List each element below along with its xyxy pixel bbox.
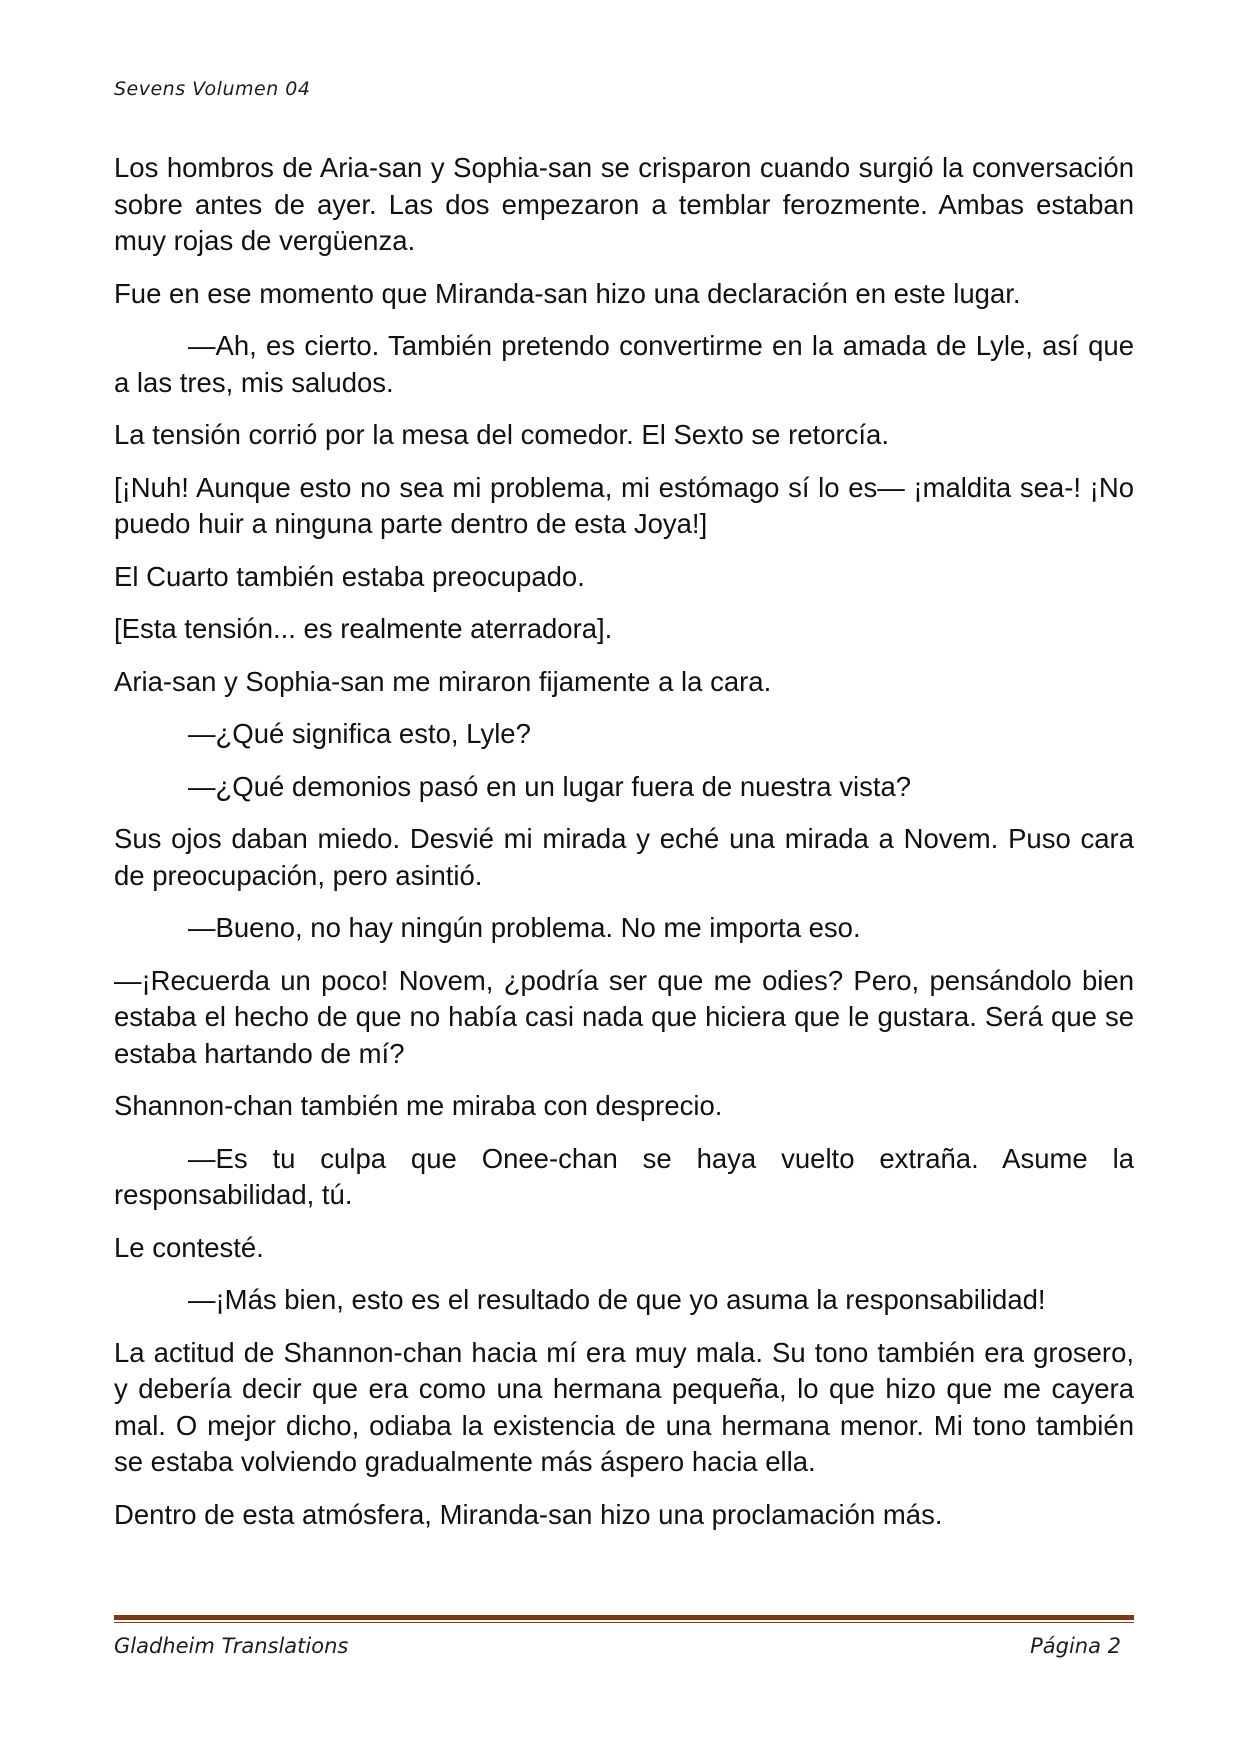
paragraph: Dentro de esta atmósfera, Miranda-san hizo una proclamación más. <box>114 1498 943 1530</box>
paragraph: Aria-san y Sophia-san me miraron fijamente a la cara. <box>114 665 772 697</box>
dialogue-paragraph: —Ah, es cierto. También pretendo convertirme en la amada de Lyle, así que a las tres, mis saludos. <box>114 330 1134 398</box>
footer-rule-thick <box>114 1615 1134 1620</box>
paragraph: Shannon-chan también me miraba con desprecio. <box>114 1090 723 1121</box>
dialogue-paragraph: —¿Qué demonios pasó en un lugar fuera de nuestra vista? <box>188 770 912 802</box>
paragraph: —¡Recuerda un poco! Novem, ¿podría ser que me odies? Pero, pensándolo bien estaba el hecho de que no había casi nada que hiciera que le gustara. Será que se estaba hartando de mí? <box>114 964 1134 1069</box>
paragraph: Fue en ese momento que Miranda-san hizo una declaración en este lugar. <box>114 277 1021 309</box>
paragraph: Le contesté. <box>114 1231 264 1263</box>
paragraph: La actitud de Shannon-chan hacia mí era muy mala. Su tono también era grosero, y debería decir que era como una hermana pequeña, lo que hizo que me cayera mal. O mejor dicho, odiaba la existencia de una hermana menor. Mi tono también se estaba volviendo gradualmente más áspero hacia ella. <box>114 1336 1134 1477</box>
body-text <box>114 150 1134 1533</box>
footer-publisher: Gladheim Translations <box>114 1634 349 1658</box>
dialogue-paragraph: —Bueno, no hay ningún problema. No me importa eso. <box>188 912 861 943</box>
paragraph: El Cuarto también estaba preocupado. <box>114 560 585 592</box>
running-header: Sevens Volumen 04 <box>114 78 311 100</box>
paragraph: Los hombros de Aria-san y Sophia-san se crisparon cuando surgió la conversación sobre antes de ayer. Las dos empezaron a temblar ferozmente. Ambas estaban muy rojas de vergüenza. <box>114 152 1134 256</box>
footer-rule-thin <box>114 1622 1134 1623</box>
paragraph: [Esta tensión... es realmente aterradora]. <box>114 613 613 644</box>
dialogue-paragraph: —¡Más bien, esto es el resultado de que yo asuma la responsabilidad! <box>188 1284 1046 1315</box>
paragraph: [¡Nuh! Aunque esto no sea mi problema, mi estómago sí lo es— ¡maldita sea-! ¡No puedo huir a ninguna parte dentro de esta Joya!] <box>114 471 1134 539</box>
dialogue-paragraph: —¿Qué significa esto, Lyle? <box>188 718 531 749</box>
dialogue-paragraph: —Es tu culpa que Onee-chan se haya vuelto extraña. Asume la responsabilidad, tú. <box>114 1142 1134 1210</box>
paragraph: La tensión corrió por la mesa del comedor. El Sexto se retorcía. <box>114 419 889 450</box>
page-number: Página 2 <box>1030 1634 1121 1658</box>
paragraph: Sus ojos daban miedo. Desvié mi mirada y eché una mirada a Novem. Puso cara de preocupación, pero asintió. <box>114 823 1134 891</box>
